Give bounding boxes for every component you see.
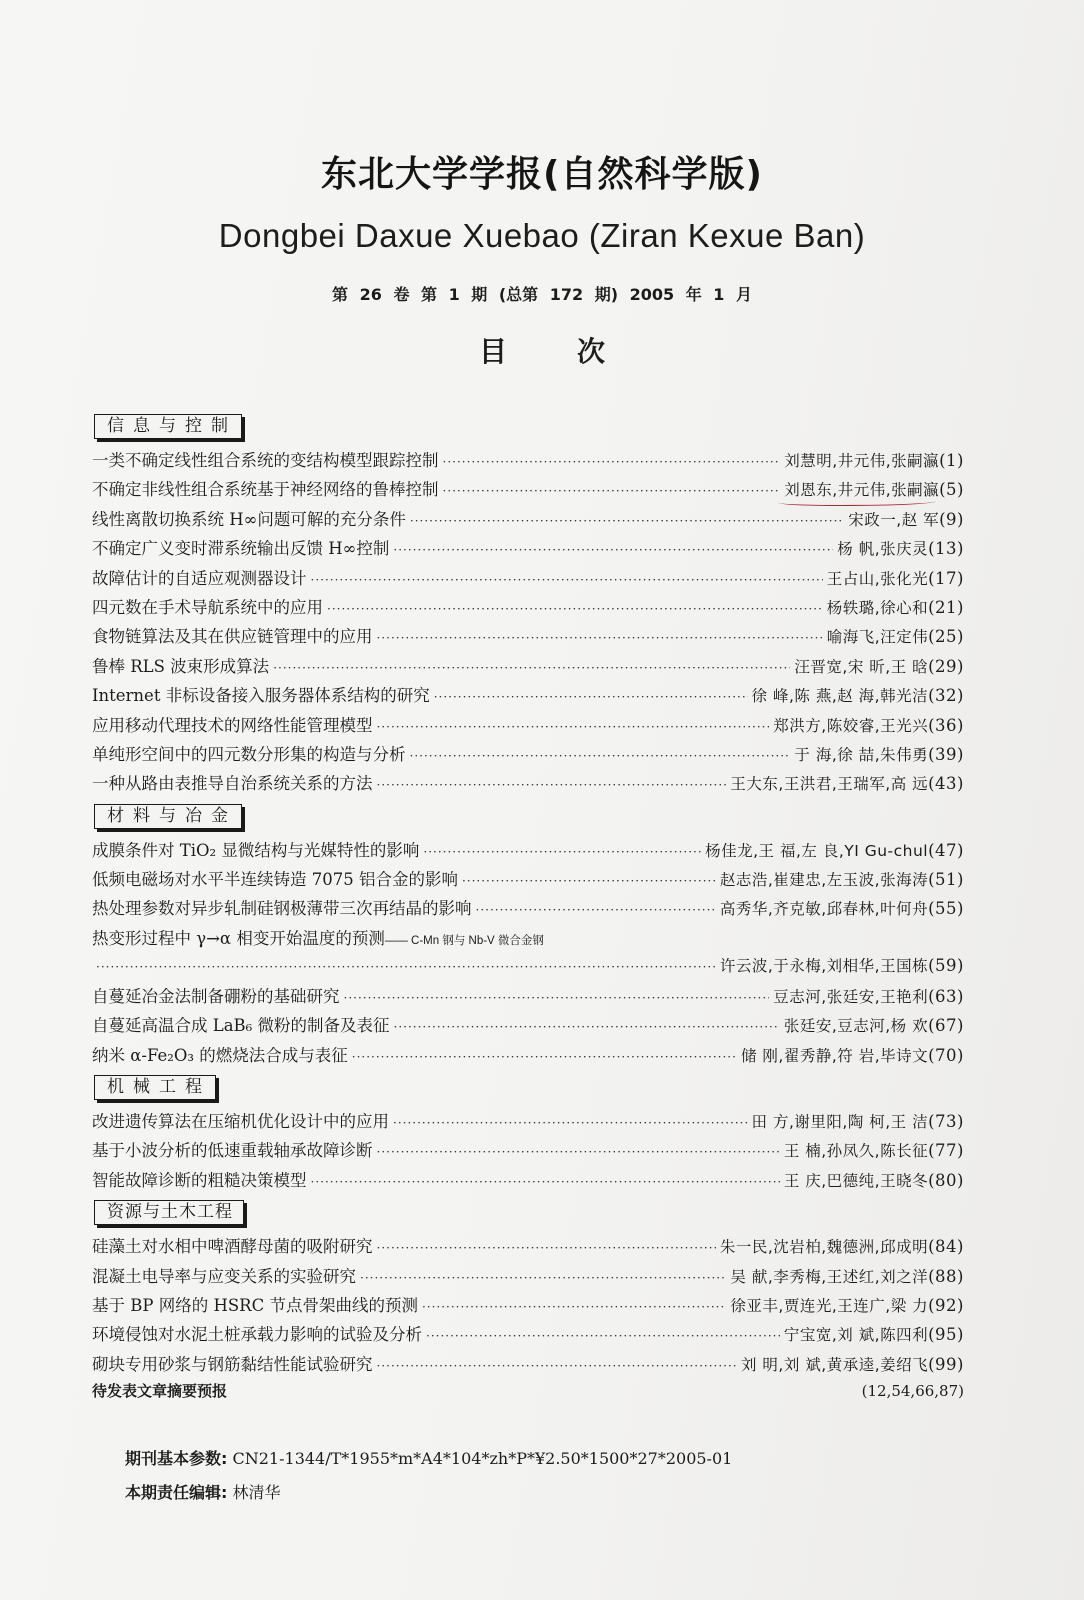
article-page: (67) xyxy=(928,1016,964,1036)
article-page: (70) xyxy=(928,1045,964,1065)
article-title[interactable]: 自蔓延冶金法制备硼粉的基础研究 xyxy=(92,986,340,1006)
article-authors: 王占山,张化光 xyxy=(826,569,929,588)
toc-row[interactable] xyxy=(92,1233,964,1262)
toc-row[interactable] xyxy=(92,594,964,623)
article-page: (1) xyxy=(939,451,964,470)
leader-dots xyxy=(462,874,716,888)
article-title[interactable]: 故障估计的自适应观测器设计 xyxy=(92,568,307,588)
article-title[interactable]: 基于小波分析的低速重载轴承故障诊断 xyxy=(92,1141,373,1161)
article-title[interactable]: 智能故障诊断的粗糙决策模型 xyxy=(92,1170,307,1190)
article-page: (47) xyxy=(928,840,964,860)
leader-dots xyxy=(394,1020,780,1034)
toc-row[interactable] xyxy=(92,623,964,652)
article-authors: 储 刚,翟秀静,符 岩,毕诗文 xyxy=(740,1046,929,1065)
article-title[interactable]: 基于 BP 网络的 HSRC 节点骨架曲线的预测 xyxy=(92,1295,418,1315)
article-page: (29) xyxy=(928,656,964,676)
leader-dots xyxy=(377,1241,716,1255)
article-page: (9) xyxy=(939,509,964,529)
article-page: (51) xyxy=(928,870,964,890)
preview-label[interactable]: 待发表文章摘要预报 xyxy=(92,1382,228,1401)
article-page: (77) xyxy=(928,1141,964,1161)
leader-dots xyxy=(377,778,727,792)
article-page: (92) xyxy=(928,1295,964,1315)
leader-dots xyxy=(377,720,770,734)
article-page: (73) xyxy=(928,1112,964,1132)
article-title[interactable]: 单纯形空间中的四元数分形集的构造与分析 xyxy=(92,744,406,764)
article-authors: 王大东,王洪君,王瑞军,高 远 xyxy=(730,775,929,794)
toc-row[interactable] xyxy=(92,1351,964,1380)
article-authors: 宁宝宽,刘 斌,陈四利 xyxy=(783,1326,929,1345)
article-page: (43) xyxy=(928,774,964,794)
article-authors: 杨佳龙,王 福,左 良,YI Gu-chul xyxy=(705,841,929,860)
article-authors: 刘恩东,井元伟,张嗣瀛 xyxy=(784,481,940,500)
leader-dots xyxy=(476,903,716,917)
article-title[interactable]: 一类不确定线性组合系统的变结构模型跟踪控制 xyxy=(92,451,439,470)
leader-dots xyxy=(96,960,716,974)
article-title[interactable]: 低频电磁场对水平半连续铸造 7075 铝合金的影响 xyxy=(92,870,458,890)
journal-title-cn: 东北大学学报(自然科学版) xyxy=(321,154,763,195)
toc-row[interactable] xyxy=(92,565,964,594)
issue-line: 第 26 卷 第 1 期 (总第 172 期) 2005 年 1 月 xyxy=(332,285,752,304)
article-title[interactable]: 不确定广义变时滞系统输出反馈 H∞控制 xyxy=(92,539,390,559)
toc-row[interactable] xyxy=(92,983,964,1012)
toc-row[interactable] xyxy=(92,1292,964,1321)
section-header: 机械工程 xyxy=(94,1075,216,1100)
article-title[interactable]: 硅藻土对水相中啤酒酵母菌的吸附研究 xyxy=(92,1237,373,1257)
article-title[interactable]: 混凝土电导率与应变关系的实验研究 xyxy=(92,1266,356,1286)
toc-row[interactable] xyxy=(92,476,964,505)
leader-dots xyxy=(360,1271,726,1285)
leader-dots xyxy=(426,1329,780,1343)
article-title[interactable]: 热处理参数对异步轧制硅钢极薄带三次再结晶的影响 xyxy=(92,899,472,919)
toc-row[interactable] xyxy=(92,1167,964,1196)
article-title[interactable]: 成膜条件对 TiO₂ 显微结构与光媒特性的影响 xyxy=(92,840,420,860)
leader-dots xyxy=(423,845,701,859)
article-authors: 杨 帆,张庆灵 xyxy=(837,540,929,559)
toc-row[interactable] xyxy=(92,535,964,564)
toc-row[interactable] xyxy=(92,1321,964,1350)
toc-row[interactable] xyxy=(92,1042,964,1071)
editor-label: 本期责任编辑: xyxy=(125,1483,228,1502)
article-page: (13) xyxy=(928,539,964,559)
leader-dots xyxy=(344,991,770,1005)
toc-row[interactable] xyxy=(92,682,964,711)
leader-dots xyxy=(352,1050,737,1064)
article-authors: 刘慧明,井元伟,张嗣瀛 xyxy=(784,452,940,470)
article-title[interactable]: 鲁棒 RLS 波束形成算法 xyxy=(92,656,270,676)
article-page: (63) xyxy=(928,986,964,1006)
article-page: (80) xyxy=(928,1170,964,1190)
article-authors: 王 楠,孙凤久,陈长征 xyxy=(783,1142,929,1161)
toc-row[interactable] xyxy=(92,895,964,924)
article-title[interactable]: 改进遗传算法在压缩机优化设计中的应用 xyxy=(92,1112,389,1132)
article-page: (5) xyxy=(939,480,964,500)
article-title[interactable]: 不确定非线性组合系统基于神经网络的鲁棒控制 xyxy=(92,480,439,500)
leader-dots xyxy=(393,1116,748,1130)
params-label: 期刊基本参数: xyxy=(125,1449,228,1468)
article-authors: 许云波,于永梅,刘相华,王国栋 xyxy=(719,956,929,975)
leader-dots xyxy=(410,514,844,528)
leader-dots xyxy=(393,543,833,557)
leader-dots xyxy=(422,1300,726,1314)
article-title[interactable]: 线性离散切换系统 H∞问题可解的充分条件 xyxy=(92,509,406,529)
article-page: (17) xyxy=(928,568,964,588)
contents-title: 目次 xyxy=(478,335,675,368)
article-authors: 杨轶璐,徐心和 xyxy=(826,598,929,617)
article-title[interactable]: Internet 非标设备接入服务器体系结构的研究 xyxy=(92,686,430,706)
article-authors: 喻海飞,汪定伟 xyxy=(826,628,929,647)
article-title[interactable]: 自蔓延高温合成 LaB₆ 微粉的制备及表征 xyxy=(92,1016,390,1036)
article-page: (36) xyxy=(928,715,964,735)
article-page: (21) xyxy=(928,597,964,617)
article-authors: 刘 明,刘 斌,黄承逵,姜绍飞 xyxy=(740,1355,929,1374)
publication-meta xyxy=(125,1446,732,1514)
article-page: (39) xyxy=(928,744,964,764)
leader-dots xyxy=(443,455,781,469)
editor-value: 林清华 xyxy=(232,1483,281,1502)
article-authors: 高秀华,齐克敏,邱春林,叶何舟 xyxy=(719,900,929,919)
article-authors: 汪晋宽,宋 昕,王 晗 xyxy=(794,657,929,676)
article-page: (55) xyxy=(928,899,964,919)
article-page: (88) xyxy=(928,1266,964,1286)
toc-row[interactable] xyxy=(92,1137,964,1166)
article-page: (25) xyxy=(928,627,964,647)
pen-underline-mark xyxy=(784,478,964,500)
leader-dots xyxy=(311,1175,780,1189)
article-authors: 王 庆,巴德纯,王晓冬 xyxy=(783,1171,929,1190)
article-title[interactable]: 热变形过程中 γ→α 相变开始温度的预测 xyxy=(92,928,385,948)
toc-row[interactable] xyxy=(92,712,964,741)
article-title[interactable]: 环境侵蚀对水泥土桩承载力影响的试验及分析 xyxy=(92,1325,422,1345)
article-page: (99) xyxy=(928,1354,964,1374)
section-header: 资源与土木工程 xyxy=(94,1200,244,1225)
article-authors: 徐亚丰,贾连光,王连广,梁 力 xyxy=(730,1296,929,1315)
leader-dots xyxy=(434,690,748,704)
toc-row[interactable] xyxy=(92,866,964,895)
article-subtitle: —— C-Mn 钢与 Nb-V 微合金钢 xyxy=(384,934,544,947)
article-title[interactable]: 四元数在手术导航系统中的应用 xyxy=(92,597,323,617)
leader-dots xyxy=(443,484,781,498)
table-of-contents xyxy=(92,410,964,1410)
toc-row[interactable] xyxy=(92,770,964,799)
article-authors: 郑洪方,陈姣睿,王光兴 xyxy=(773,716,929,735)
toc-row[interactable] xyxy=(92,1108,964,1137)
article-title[interactable]: 砌块专用砂浆与钢筋黏结性能试验研究 xyxy=(92,1354,373,1374)
article-authors: 朱一民,沈岩柏,魏德洲,邱成明 xyxy=(719,1238,929,1257)
article-authors: 吴 献,李秀梅,王述红,刘之洋 xyxy=(730,1267,929,1286)
preview-pages: (12,54,66,87) xyxy=(861,1382,964,1401)
article-page: (95) xyxy=(928,1325,964,1345)
article-page: (59) xyxy=(928,955,964,975)
article-authors: 于 海,徐 喆,朱伟勇 xyxy=(794,745,929,764)
leader-dots xyxy=(410,749,791,763)
toc-row[interactable] xyxy=(92,1012,964,1041)
toc-row[interactable] xyxy=(92,447,964,476)
article-authors: 田 方,谢里阳,陶 柯,王 洁 xyxy=(751,1113,929,1132)
leader-dots xyxy=(377,1359,737,1373)
section-header: 信息与控制 xyxy=(94,414,242,439)
article-authors: 张廷安,豆志河,杨 欢 xyxy=(783,1017,929,1036)
article-authors: 豆志河,张廷安,王艳利 xyxy=(773,987,929,1006)
toc-row[interactable] xyxy=(92,741,964,770)
article-authors: 赵志浩,崔建忠,左玉波,张海涛 xyxy=(719,871,929,890)
preview-row[interactable] xyxy=(92,1380,964,1410)
leader-dots xyxy=(311,573,823,587)
toc-row[interactable] xyxy=(92,1263,964,1292)
toc-row[interactable] xyxy=(92,653,964,682)
journal-title-en: Dongbei Daxue Xuebao (Ziran Kexue Ban) xyxy=(218,217,866,254)
toc-row-continuation[interactable] xyxy=(92,954,964,983)
leader-dots xyxy=(273,661,790,675)
leader-dots xyxy=(327,602,823,616)
article-authors: 宋政一,赵 军 xyxy=(848,510,940,529)
params-value: CN21-1344/T*1955*m*A4*104*zh*P*¥2.50*1500*27*2005-01 xyxy=(232,1449,733,1468)
section-header: 材料与冶金 xyxy=(94,804,242,829)
toc-row[interactable] xyxy=(92,506,964,535)
toc-row-first-line[interactable] xyxy=(92,925,964,954)
toc-row[interactable] xyxy=(92,837,964,866)
article-title[interactable]: 应用移动代理技术的网络性能管理模型 xyxy=(92,715,373,735)
leader-dots xyxy=(377,631,823,645)
article-title[interactable]: 食物链算法及其在供应链管理中的应用 xyxy=(92,627,373,647)
article-authors: 徐 峰,陈 燕,赵 海,韩光洁 xyxy=(751,687,929,706)
article-title[interactable]: 纳米 α-Fe₂O₃ 的燃烧法合成与表征 xyxy=(92,1045,348,1065)
leader-dots xyxy=(377,1145,780,1159)
article-page: (84) xyxy=(928,1237,964,1257)
article-title[interactable]: 一种从路由表推导自治系统关系的方法 xyxy=(92,774,373,794)
article-page: (32) xyxy=(928,686,964,706)
